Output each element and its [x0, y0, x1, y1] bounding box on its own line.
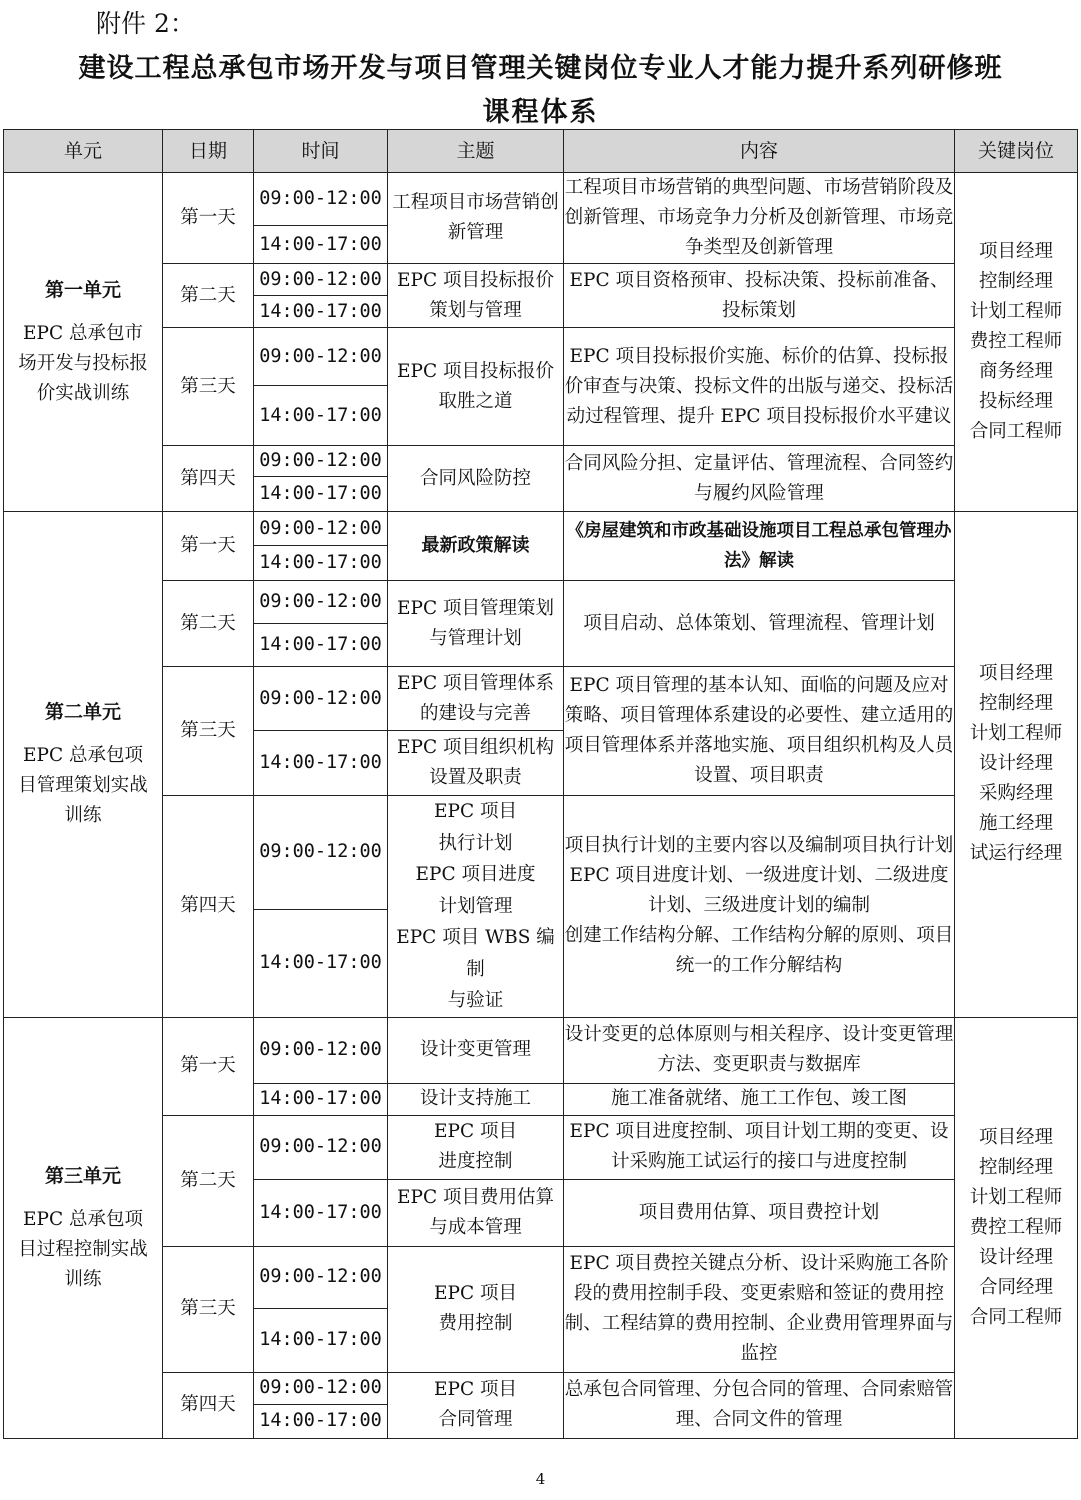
unit-1-cell [4, 173, 163, 512]
table-row [4, 512, 1078, 546]
content-cell: 施工准备就绪、施工工作包、竣工图 [564, 1083, 955, 1115]
page-subtitle: 课程体系 [482, 97, 599, 128]
day-label: 第一天 [163, 173, 254, 264]
header-time: 时间 [254, 130, 388, 173]
topic-cell: EPC 项目 进度控制 [388, 1115, 564, 1179]
unit-3-desc: EPC 总承包项目过程控制实战训练 [18, 1208, 148, 1290]
topic-cell: 工程项目市场营销创新管理 [388, 173, 564, 264]
topic-cell: EPC 项目 合同管理 [388, 1372, 564, 1438]
day-label: 第四天 [163, 796, 254, 1018]
topic-cell: EPC 项目 执行计划 EPC 项目进度 计划管理 EPC 项目 WBS 编制 与验证 [388, 796, 564, 1018]
day-label: 第一天 [163, 1017, 254, 1115]
table-row [4, 1115, 1078, 1179]
unit-3-roles: 项目经理 控制经理 计划工程师 费控工程师 设计经理 合同经理 合同工程师 [955, 1017, 1078, 1438]
time-pm: 14:00-17:00 [254, 1083, 388, 1115]
unit-3-name: 第三单元 [44, 1164, 121, 1187]
page-title: 建设工程总承包市场开发与项目管理关键岗位专业人才能力提升系列研修班 [78, 53, 1003, 84]
day-label: 第四天 [163, 1372, 254, 1438]
table-row [4, 581, 1078, 624]
attachment-label: 附件 2： [96, 9, 195, 38]
content-cell: EPC 项目管理的基本认知、面临的问题及应对策略、项目管理体系建设的必要性、建立适用的项目管理体系并落地实施、项目组织机构及人员设置、项目职责 [564, 667, 955, 796]
topic-cell: EPC 项目投标报价取胜之道 [388, 328, 564, 446]
header-topic: 主题 [388, 130, 564, 173]
unit-1-name: 第一单元 [44, 279, 121, 301]
page-number: 4 [535, 1470, 546, 1488]
time-am: 09:00-12:00 [254, 796, 388, 910]
table-header-row [4, 130, 1078, 173]
table-row [4, 796, 1078, 910]
content-cell: 项目执行计划的主要内容以及编制项目执行计划 EPC 项目进度计划、一级进度计划、二级进度计划、三级进度计划的编制 创建工作结构分解、工作结构分解的原则、项目统一的工作分解结构 [564, 796, 955, 1018]
time-am: 09:00-12:00 [254, 1017, 388, 1083]
time-pm: 14:00-17:00 [254, 1179, 388, 1246]
table-row [4, 667, 1078, 731]
content-cell: 设计变更的总体原则与相关程序、设计变更管理方法、变更职责与数据库 [564, 1017, 955, 1083]
header-date: 日期 [163, 130, 254, 173]
time-pm: 14:00-17:00 [254, 1404, 388, 1438]
content-cell: EPC 项目投标报价实施、标价的估算、投标报价审查与决策、投标文件的出版与递交、投标活动过程管理、提升 EPC 项目投标报价水平建议 [564, 328, 955, 446]
time-pm: 14:00-17:00 [254, 296, 388, 328]
unit-3-cell [4, 1017, 163, 1438]
topic-cell: EPC 项目管理策划与管理计划 [388, 581, 564, 667]
unit-1-roles: 项目经理 控制经理 计划工程师 费控工程师 商务经理 投标经理 合同工程师 [955, 173, 1078, 512]
content-cell: 项目费用估算、项目费控计划 [564, 1179, 955, 1246]
time-pm: 14:00-17:00 [254, 546, 388, 581]
time-pm: 14:00-17:00 [254, 386, 388, 446]
topic-cell: 设计支持施工 [388, 1083, 564, 1115]
table-row [4, 173, 1078, 226]
time-pm: 14:00-17:00 [254, 731, 388, 796]
topic-cell: EPC 项目投标报价策划与管理 [388, 264, 564, 328]
time-am: 09:00-12:00 [254, 512, 388, 546]
day-label: 第三天 [163, 1246, 254, 1372]
day-label: 第二天 [163, 264, 254, 328]
topic-cell: 最新政策解读 [388, 512, 564, 581]
content-cell: 合同风险分担、定量评估、管理流程、合同签约与履约风险管理 [564, 446, 955, 512]
header-roles: 关键岗位 [955, 130, 1078, 173]
time-am: 09:00-12:00 [254, 581, 388, 624]
header-unit: 单元 [4, 130, 163, 173]
unit-2-desc: EPC 总承包项目管理策划实战训练 [18, 745, 148, 827]
day-label: 第二天 [163, 581, 254, 667]
course-table [3, 129, 1078, 1439]
day-label: 第四天 [163, 446, 254, 512]
time-am: 09:00-12:00 [254, 1246, 388, 1308]
topic-cell: EPC 项目组织机构设置及职责 [388, 731, 564, 796]
time-am: 09:00-12:00 [254, 667, 388, 731]
unit-2-cell [4, 512, 163, 1018]
topic-cell: EPC 项目 费用控制 [388, 1246, 564, 1372]
time-am: 09:00-12:00 [254, 264, 388, 296]
topic-cell: EPC 项目费用估算与成本管理 [388, 1179, 564, 1246]
time-pm: 14:00-17:00 [254, 477, 388, 512]
time-am: 09:00-12:00 [254, 328, 388, 386]
content-cell: EPC 项目资格预审、投标决策、投标前准备、投标策划 [564, 264, 955, 328]
topic-cell: 合同风险防控 [388, 446, 564, 512]
content-cell: 项目启动、总体策划、管理流程、管理计划 [564, 581, 955, 667]
day-label: 第二天 [163, 1115, 254, 1246]
table-row [4, 1372, 1078, 1404]
time-pm: 14:00-17:00 [254, 1308, 388, 1372]
unit-2-name: 第二单元 [44, 701, 121, 724]
table-row [4, 328, 1078, 386]
table-row [4, 1246, 1078, 1308]
time-am: 09:00-12:00 [254, 173, 388, 226]
table-row [4, 1017, 1078, 1083]
content-cell: EPC 项目费控关键点分析、设计采购施工各阶段的费用控制手段、变更索赔和签证的费用控制、工程结算的费用控制、企业费用管理界面与监控 [564, 1246, 955, 1372]
time-am: 09:00-12:00 [254, 446, 388, 477]
content-cell: 总承包合同管理、分包合同的管理、合同索赔管理、合同文件的管理 [564, 1372, 955, 1438]
time-am: 09:00-12:00 [254, 1372, 388, 1404]
time-pm: 14:00-17:00 [254, 226, 388, 264]
topic-cell: 设计变更管理 [388, 1017, 564, 1083]
unit-2-roles: 项目经理 控制经理 计划工程师 设计经理 采购经理 施工经理 试运行经理 [955, 512, 1078, 1018]
unit-1-desc: EPC 总承包市场开发与投标报价实战训练 [18, 323, 148, 404]
content-cell: 工程项目市场营销的典型问题、市场营销阶段及创新管理、市场竞争力分析及创新管理、市场竞争类型及创新管理 [564, 173, 955, 264]
day-label: 第三天 [163, 667, 254, 796]
time-pm: 14:00-17:00 [254, 909, 388, 1017]
table-row [4, 264, 1078, 296]
content-cell: 《房屋建筑和市政基础设施项目工程总承包管理办法》解读 [564, 512, 955, 581]
header-content: 内容 [564, 130, 955, 173]
content-cell: EPC 项目进度控制、项目计划工期的变更、设计采购施工试运行的接口与进度控制 [564, 1115, 955, 1179]
time-am: 09:00-12:00 [254, 1115, 388, 1179]
day-label: 第三天 [163, 328, 254, 446]
day-label: 第一天 [163, 512, 254, 581]
time-pm: 14:00-17:00 [254, 624, 388, 667]
topic-cell: EPC 项目管理体系的建设与完善 [388, 667, 564, 731]
table-row [4, 446, 1078, 477]
